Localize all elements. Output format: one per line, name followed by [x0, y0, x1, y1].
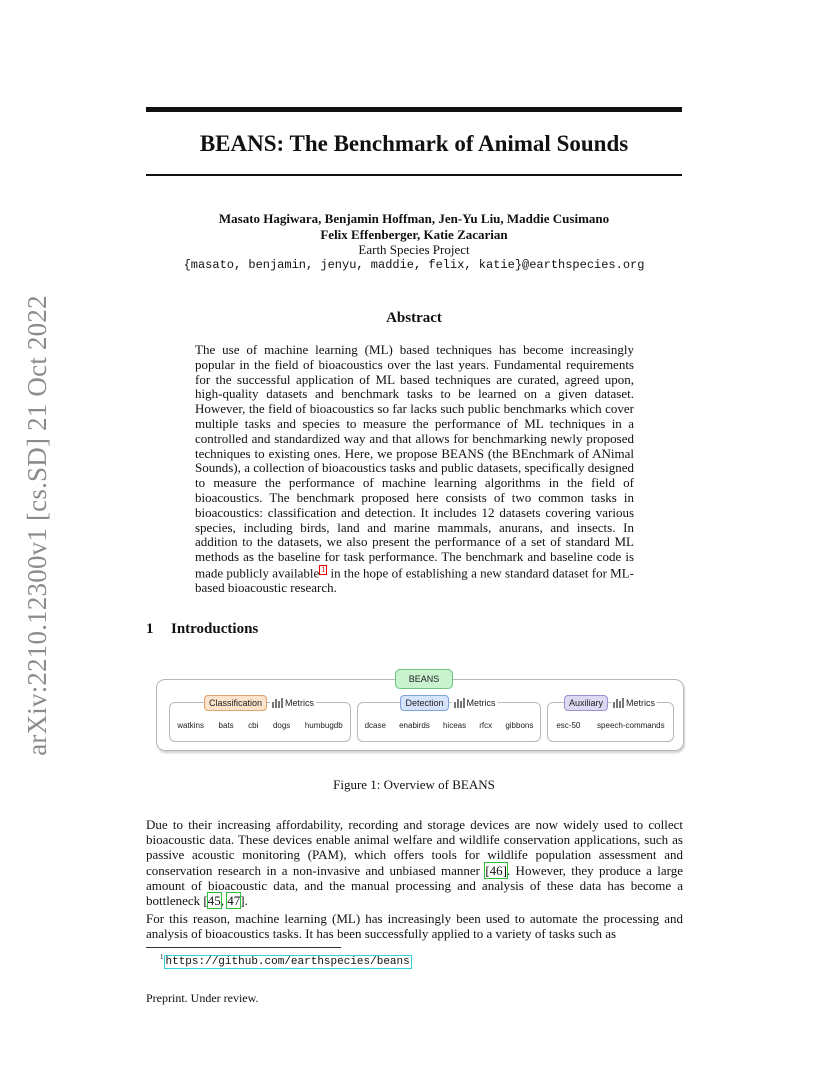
auxiliary-node: Auxiliary: [564, 695, 608, 711]
paragraph-text: Due to their increasing affordability, recording and storage devices are now widely used to collect bioacoustic data. These devices enable animal welfare and wildlife conservation applications, such as passive acoustic monitoring (PAM), which offers tools for wildlife population assessment and conservation research in a non-invasive and unbiased manner: [146, 817, 683, 878]
dataset-label: bats: [218, 721, 234, 730]
detection-node: Detection: [400, 695, 448, 711]
citation-separator: ,: [220, 893, 228, 909]
classification-node: Classification: [204, 695, 267, 711]
classification-group: [169, 698, 351, 742]
section-title: Introductions: [171, 621, 259, 637]
paragraph-2: For this reason, machine learning (ML) has increasingly been used to automate the processing and analysis of bioacoustics tasks. It has been successfully applied to a variety of tasks such as: [146, 911, 683, 942]
metrics-label: Metrics: [626, 698, 655, 708]
bar-chart-icon: [613, 698, 624, 708]
dataset-label: hiceas: [442, 721, 467, 730]
abstract-text: [195, 343, 634, 596]
beans-overview-figure: [156, 668, 684, 754]
citation-link[interactable]: [46]: [485, 862, 507, 878]
arxiv-sidebar-stamp: [18, 290, 56, 760]
paragraph-text: . However, they produce a large amount of bioacoustic data, and the manual processing and analysis of these data has become a bottleneck [: [146, 862, 683, 909]
dataset-label: dogs: [272, 721, 291, 730]
classification-metrics: [270, 698, 316, 708]
paragraph-1: [146, 817, 683, 908]
abstract-body-end: in the hope of establishing a new standard dataset for ML-based bioacoustic research.: [195, 565, 634, 596]
title-bottom-rule: [146, 174, 682, 176]
figure-caption: Figure 1: Overview of BEANS: [333, 777, 495, 792]
section-heading: [146, 621, 258, 638]
dataset-label: esc-50: [556, 721, 581, 730]
metrics-label: Metrics: [285, 698, 315, 708]
auxiliary-group: [547, 698, 674, 742]
dataset-label: cbi: [248, 721, 259, 730]
author-names-line-2: Felix Effenberger, Katie Zacarian: [320, 226, 508, 242]
paragraph-text: ].: [240, 893, 248, 909]
arxiv-identifier: arXiv:2210.12300v1 [cs.SD] 21 Oct 2022: [21, 294, 52, 756]
author-emails: {masato, benjamin, jenyu, maddie, felix, katie}@earthspecies.org: [183, 257, 645, 272]
bar-chart-icon: [454, 698, 465, 708]
bar-chart-icon: [272, 698, 283, 708]
citation-link[interactable]: 45: [207, 893, 221, 909]
dataset-label: dcase: [364, 721, 386, 730]
affiliation: Earth Species Project: [358, 242, 470, 257]
footnote: [160, 953, 412, 968]
dataset-label: enabirds: [399, 721, 430, 730]
author-block: [146, 211, 682, 273]
abstract-heading: Abstract: [386, 310, 442, 326]
author-names-line-1: Masato Hagiwara, Benjamin Hoffman, Jen-Yu Liu, Maddie Cusimano: [218, 211, 610, 226]
footnote-rule: [146, 947, 341, 948]
dataset-label: rfcx: [479, 721, 493, 730]
metrics-label: Metrics: [466, 698, 496, 708]
dataset-label: gibbons: [505, 721, 534, 730]
citation-link[interactable]: 47: [227, 893, 241, 909]
beans-root-node: BEANS: [395, 669, 453, 689]
github-url-link[interactable]: https://github.com/earthspecies/beans: [165, 955, 410, 968]
dataset-label: watkins: [177, 721, 204, 730]
footnote-link[interactable]: 1: [321, 564, 326, 574]
paper-title: BEANS: The Benchmark of Animal Sounds: [199, 131, 629, 156]
detection-group: [357, 698, 541, 742]
preprint-note: Preprint. Under review.: [146, 991, 259, 1005]
detection-metrics: [452, 698, 498, 708]
dataset-label: humbugdb: [304, 721, 343, 730]
section-number: 1: [146, 621, 154, 637]
dataset-label: speech-commands: [597, 721, 665, 730]
title-top-rule: [146, 107, 682, 112]
abstract-body: The use of machine learning (ML) based techniques has become increasingly popular in the field of bioacoustics over the last years. Fundamental requirements for the successful application of ML based techniques are curated, agreed upon, high-quality datasets and benchmark tasks to be learned on a given dataset. However, the field of bioacoustics so far lacks such public benchmarks which cover multiple tasks and species to measure the performance of ML techniques in a controlled and standardized way and that allows for benchmarking newly proposed techniques to existing ones. Here, we propose BEANS (the BEnchmark of ANimal Sounds), a collection of bioacoustics tasks and public datasets, specifically designed to measure the performance of machine learning algorithms in the field of bioacoustics. The benchmark proposed here consists of two common tasks in bioacoustics: classification and detection. It includes 12 datasets covering various species, including birds, land and marine mammals, anurans, and insects. In addition to the datasets, we also present the performance of a set of standard ML methods as the baseline for task performance. The benchmark and baseline code is made publicly available: [195, 342, 634, 581]
auxiliary-metrics: [611, 698, 657, 708]
footnote-mark: 1: [160, 953, 164, 961]
